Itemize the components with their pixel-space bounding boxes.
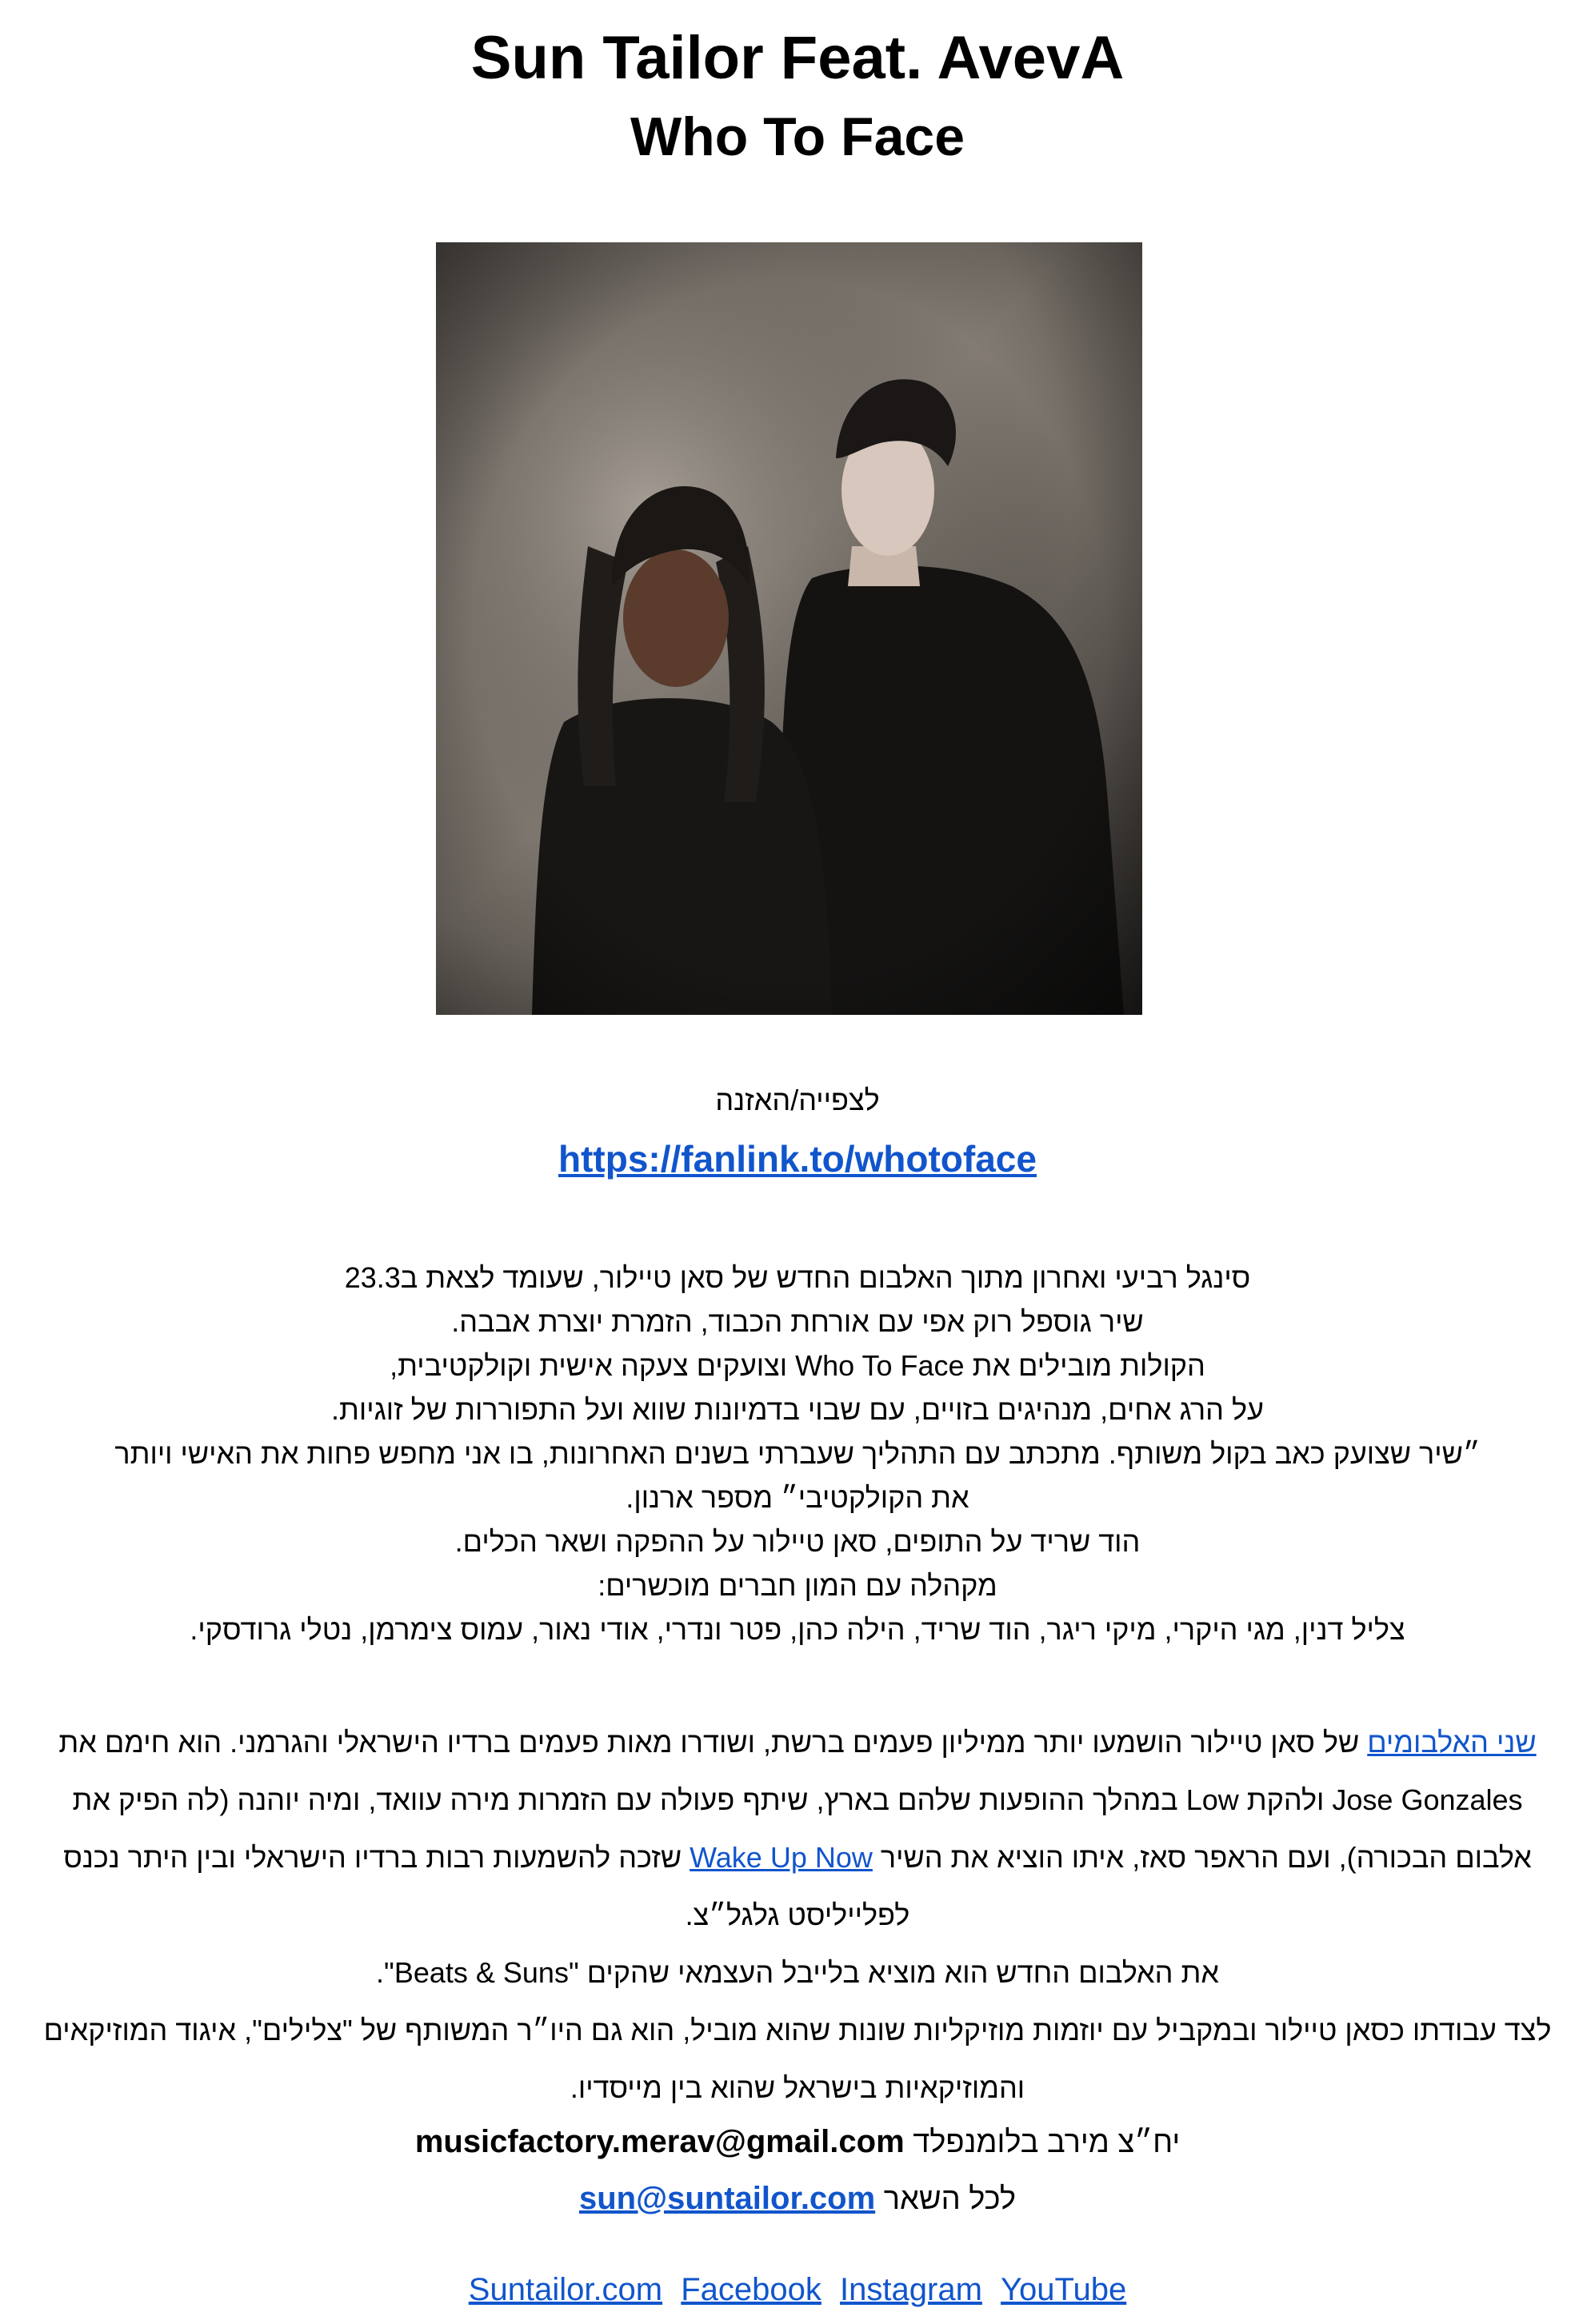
facebook-link[interactable]: Facebook xyxy=(681,2272,821,2307)
artist-photo xyxy=(436,242,1142,1015)
page-title: Sun Tailor Feat. AvevA xyxy=(470,24,1125,92)
suntailor-link[interactable]: Suntailor.com xyxy=(468,2272,663,2307)
other-contact xyxy=(0,2176,1595,2222)
song-title: Who To Face xyxy=(630,106,965,167)
youtube-link[interactable]: YouTube xyxy=(1001,2272,1127,2307)
pr-contact xyxy=(0,2119,1595,2165)
description-line: על הרג אחים, מנהיגים בזויים, עם שבוי בדמיונות שווא ועל התפוררות של זוגיות. xyxy=(330,1393,1264,1426)
instagram-link[interactable]: Instagram xyxy=(840,2272,982,2307)
bio-paragraph: לצד עבודתו כסאן טיילור ובמקביל עם יוזמות מוזיקליות שונות שהוא מוביל, הוא גם היו״ר המשותף של "צלילים", איגוד המוזיקאים והמוזיקאיות בישראל שהוא בין מייסדיו. xyxy=(43,2014,1552,2104)
footer-links xyxy=(0,2269,1595,2310)
other-label: לכל השאר xyxy=(883,2182,1016,2216)
listen-label: לצפייה/האזנה xyxy=(715,1084,880,1116)
bio-text: שזכה להשמעות רבות ברדיו הישראלי ובין היתר נכנס לפלייליסט גלגל״צ. xyxy=(63,1841,910,1931)
description-line: את הקולקטיבי״ מספר ארנון. xyxy=(626,1481,969,1514)
other-email-link[interactable]: sun@suntailor.com xyxy=(579,2181,876,2216)
fanlink-link[interactable]: https://fanlink.to/whotoface xyxy=(558,1138,1037,1180)
pr-email: musicfactory.merav@gmail.com xyxy=(414,2124,905,2159)
bio-block xyxy=(32,1714,1563,2117)
pr-label: יח״צ מירב בלומנפלד xyxy=(913,2126,1181,2159)
bio-text: של סאן טיילור הושמעו יותר ממיליון פעמים ברשת, ושודרו מאות פעמים ברדיו הישראלי והגרמני. הוא חימם את Jose Gonzales ולהקת Low במהלך ההופעות שלהם בארץ, שיתף פעולה עם הזמרות מירה עוואד, ומיה יוהנה (לה הפיק את אלבום הבכורה), ועם הראפר סאז, איתו הוציא את השיר xyxy=(58,1726,1532,1874)
description-line: סינגל רביעי ואחרון מתוך האלבום החדש של סאן טיילור, שעומד לצאת ב23.3 xyxy=(344,1261,1251,1294)
description-line: ״שיר שצועק כאב בקול משותף. מתכתב עם התהליך שעברתי בשנים האחרונות, בו אני מחפש פחות את האישי ויותר xyxy=(114,1437,1481,1470)
bio-paragraph xyxy=(32,1714,1563,1944)
wake-up-now-link[interactable]: Wake Up Now xyxy=(690,1841,873,1874)
description-line: הוד שריד על התופים, סאן טיילור על ההפקה ושאר הכלים. xyxy=(454,1525,1141,1558)
description-block xyxy=(32,1256,1563,1651)
description-line: שיר גוספל רוק אפי עם אורחת הכבוד, הזמרת יוצרת אבבה. xyxy=(451,1305,1144,1338)
description-line: הקולות מובילים את Who To Face וצועקים צעקה אישית וקולקטיבית, xyxy=(390,1349,1205,1382)
description-line: צליל דנין, מגי היקרי, מיקי ריגר, הוד שריד, הילה כהן, פטר ונדרי, אודי נאור, עמוס צימרמן, נטלי גרודסקי. xyxy=(190,1613,1405,1646)
albums-link[interactable]: שני האלבומים xyxy=(1367,1726,1537,1759)
bio-paragraph: את האלבום החדש הוא מוציא בלייבל העצמאי שהקים "Beats & Suns". xyxy=(376,1956,1219,1989)
description-line: מקהלה עם המון חברים מוכשרים: xyxy=(598,1569,997,1602)
